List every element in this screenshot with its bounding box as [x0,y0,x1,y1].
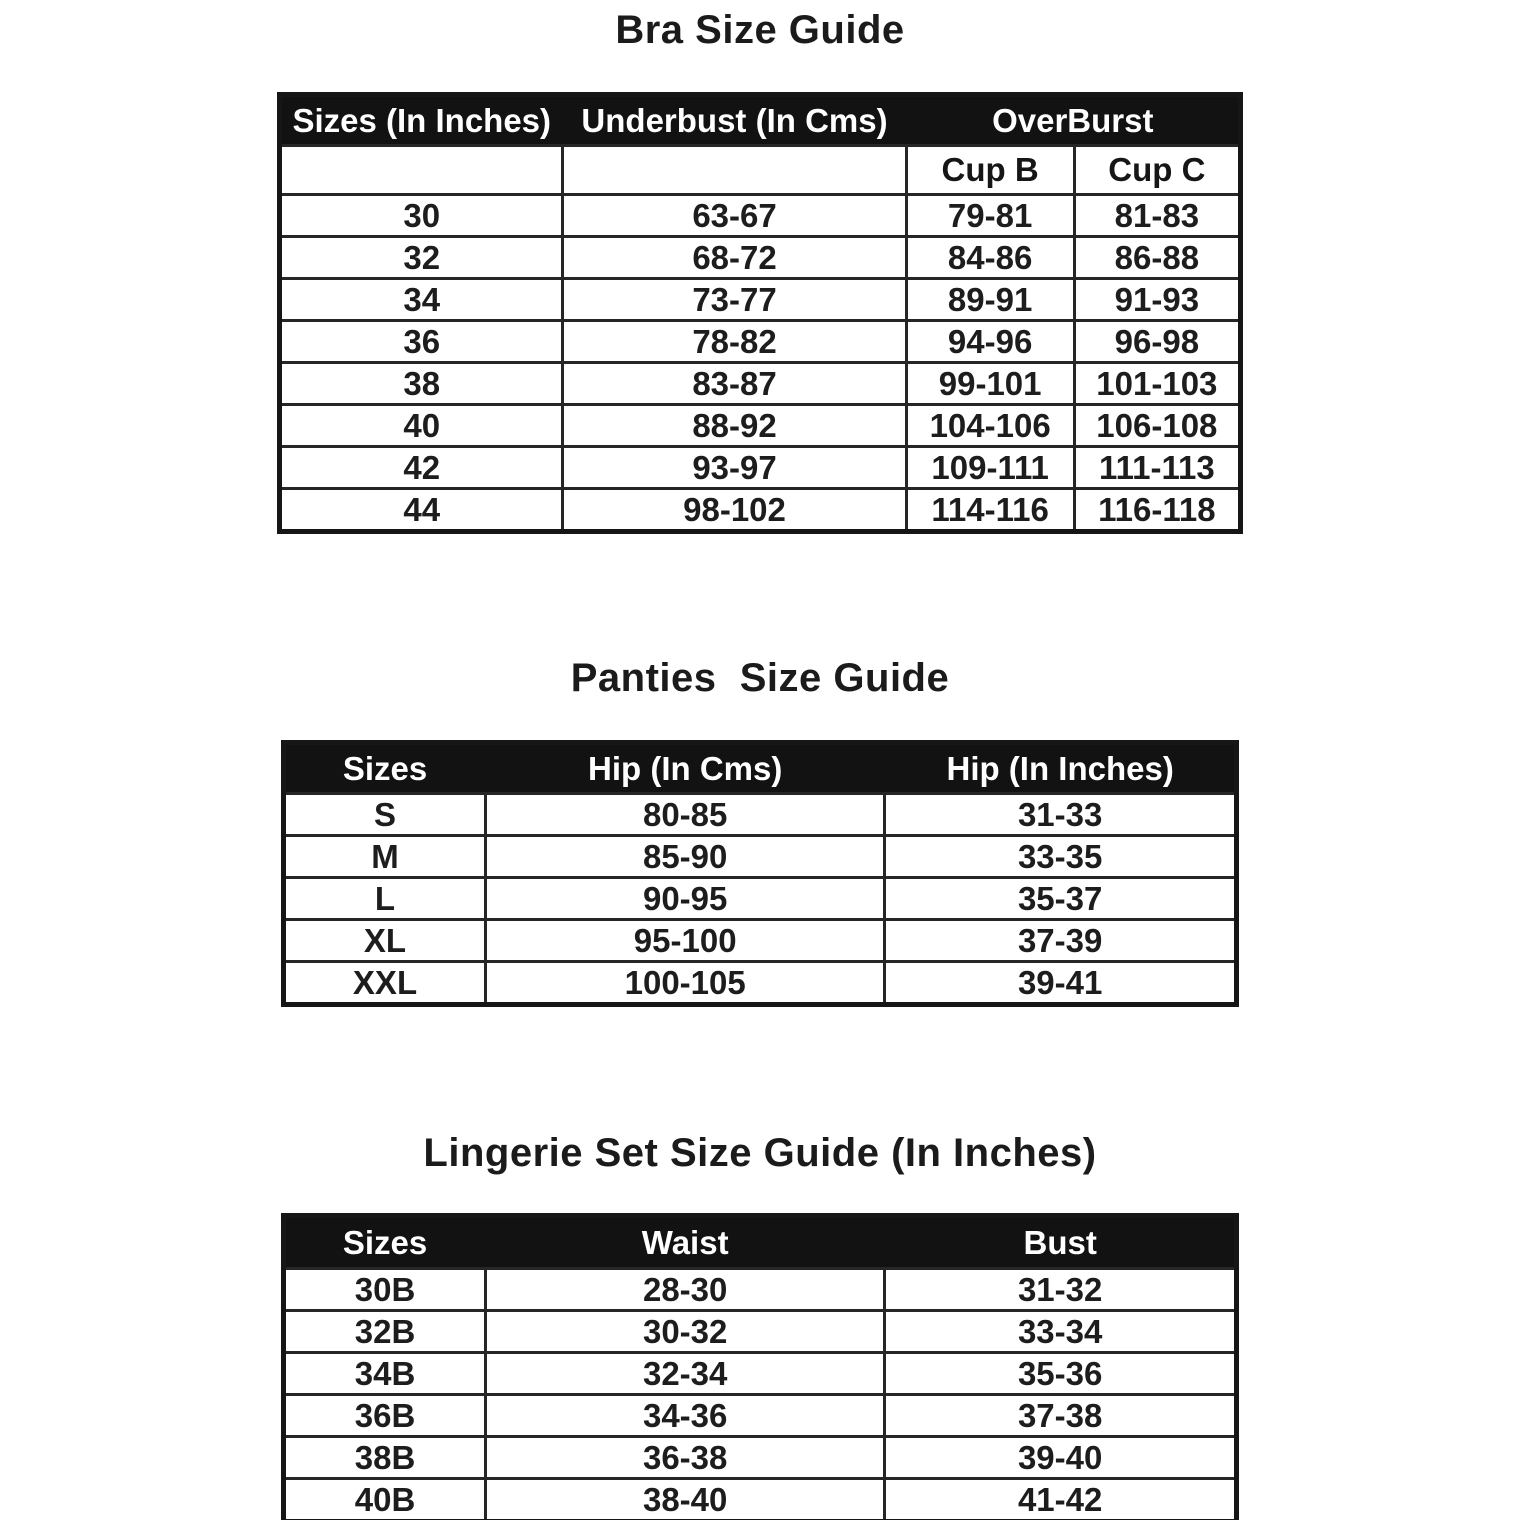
table-cell: XL [284,920,486,962]
table-cell: 36 [280,321,563,363]
table-row [280,237,1241,279]
table-cell: 88-92 [563,405,906,447]
table-row [280,405,1241,447]
panties-col-hip-cms-header: Hip (In Cms) [486,743,885,794]
table-cell: 38 [280,363,563,405]
table-row [280,363,1241,405]
table-cell: 73-77 [563,279,906,321]
table-cell: 35-37 [885,878,1237,920]
table-cell: 40 [280,405,563,447]
table-cell: 104-106 [906,405,1074,447]
bra-table-body [280,195,1241,532]
table-row [284,1395,1237,1437]
table-row [280,447,1241,489]
table-cell: 37-39 [885,920,1237,962]
table-cell: 36B [284,1395,486,1437]
table-cell: 100-105 [486,962,885,1005]
lingerie-size-guide-section [0,1129,1520,1520]
table-cell: 84-86 [906,237,1074,279]
table-cell: 99-101 [906,363,1074,405]
lingerie-col-bust-header: Bust [885,1216,1237,1269]
table-cell: 33-35 [885,836,1237,878]
bra-size-table [277,92,1243,534]
table-cell: 42 [280,447,563,489]
table-cell: 95-100 [486,920,885,962]
table-cell: 94-96 [906,321,1074,363]
table-row [280,279,1241,321]
table-cell: 35-36 [885,1353,1237,1395]
panties-guide-title: Panties Size Guide [570,656,950,700]
table-cell: 30 [280,195,563,237]
table-row [284,836,1237,878]
table-cell: 34B [284,1353,486,1395]
table-cell: 114-116 [906,489,1074,532]
table-cell: L [284,878,486,920]
table-cell: 93-97 [563,447,906,489]
lingerie-guide-title: Lingerie Set Size Guide (In Inches) [423,1131,1097,1175]
table-row [284,962,1237,1005]
bra-guide-title: Bra Size Guide [615,8,905,52]
bra-col-overburst-group-header: OverBurst [906,95,1240,146]
table-cell: 31-33 [885,794,1237,836]
table-cell: 30B [284,1269,486,1311]
table-cell: 37-38 [885,1395,1237,1437]
table-row [284,1353,1237,1395]
table-cell: 116-118 [1074,489,1240,532]
bra-table-subheader-row [280,146,1241,195]
table-row [280,489,1241,532]
panties-col-hip-inches-header: Hip (In Inches) [885,743,1237,794]
table-cell: 41-42 [885,1479,1237,1520]
bra-table-header-row [280,95,1241,146]
table-cell: 33-34 [885,1311,1237,1353]
lingerie-size-table [281,1213,1239,1520]
table-cell: 40B [284,1479,486,1520]
table-cell: 86-88 [1074,237,1240,279]
table-cell: 39-40 [885,1437,1237,1479]
lingerie-col-waist-header: Waist [486,1216,885,1269]
bra-size-guide-section [0,6,1520,534]
table-cell: 38B [284,1437,486,1479]
table-cell: 78-82 [563,321,906,363]
table-cell: 96-98 [1074,321,1240,363]
table-cell: 39-41 [885,962,1237,1005]
empty-cell [280,146,563,195]
table-cell: 85-90 [486,836,885,878]
empty-cell [563,146,906,195]
lingerie-table-body [284,1269,1237,1520]
table-row [284,878,1237,920]
panties-size-guide-section [0,654,1520,1007]
table-cell: 36-38 [486,1437,885,1479]
bra-col-cup-c-header: Cup C [1074,146,1240,195]
table-cell: XXL [284,962,486,1005]
lingerie-table-header-row [284,1216,1237,1269]
table-cell: 68-72 [563,237,906,279]
panties-table-body [284,794,1237,1005]
table-cell: 101-103 [1074,363,1240,405]
panties-size-table [281,740,1239,1007]
table-row [284,1437,1237,1479]
table-cell: 89-91 [906,279,1074,321]
table-cell: 30-32 [486,1311,885,1353]
table-cell: 34-36 [486,1395,885,1437]
table-row [284,1311,1237,1353]
table-cell: 31-32 [885,1269,1237,1311]
table-cell: 106-108 [1074,405,1240,447]
table-cell: 32B [284,1311,486,1353]
table-cell: 63-67 [563,195,906,237]
bra-col-sizes-header: Sizes (In Inches) [280,95,563,146]
table-cell: S [284,794,486,836]
bra-col-underbust-header: Underbust (In Cms) [563,95,906,146]
table-cell: 83-87 [563,363,906,405]
panties-col-sizes-header: Sizes [284,743,486,794]
table-row [284,1269,1237,1311]
table-cell: 98-102 [563,489,906,532]
table-cell: 38-40 [486,1479,885,1520]
table-row [284,794,1237,836]
table-cell: 79-81 [906,195,1074,237]
table-row [284,920,1237,962]
table-cell: 34 [280,279,563,321]
table-cell: 90-95 [486,878,885,920]
table-cell: 109-111 [906,447,1074,489]
table-row [280,321,1241,363]
table-cell: 111-113 [1074,447,1240,489]
table-row [284,1479,1237,1520]
table-cell: 81-83 [1074,195,1240,237]
table-cell: 28-30 [486,1269,885,1311]
lingerie-col-sizes-header: Sizes [284,1216,486,1269]
panties-table-header-row [284,743,1237,794]
table-cell: 91-93 [1074,279,1240,321]
table-cell: 80-85 [486,794,885,836]
bra-col-cup-b-header: Cup B [906,146,1074,195]
table-cell: 44 [280,489,563,532]
table-row [280,195,1241,237]
table-cell: M [284,836,486,878]
table-cell: 32-34 [486,1353,885,1395]
table-cell: 32 [280,237,563,279]
